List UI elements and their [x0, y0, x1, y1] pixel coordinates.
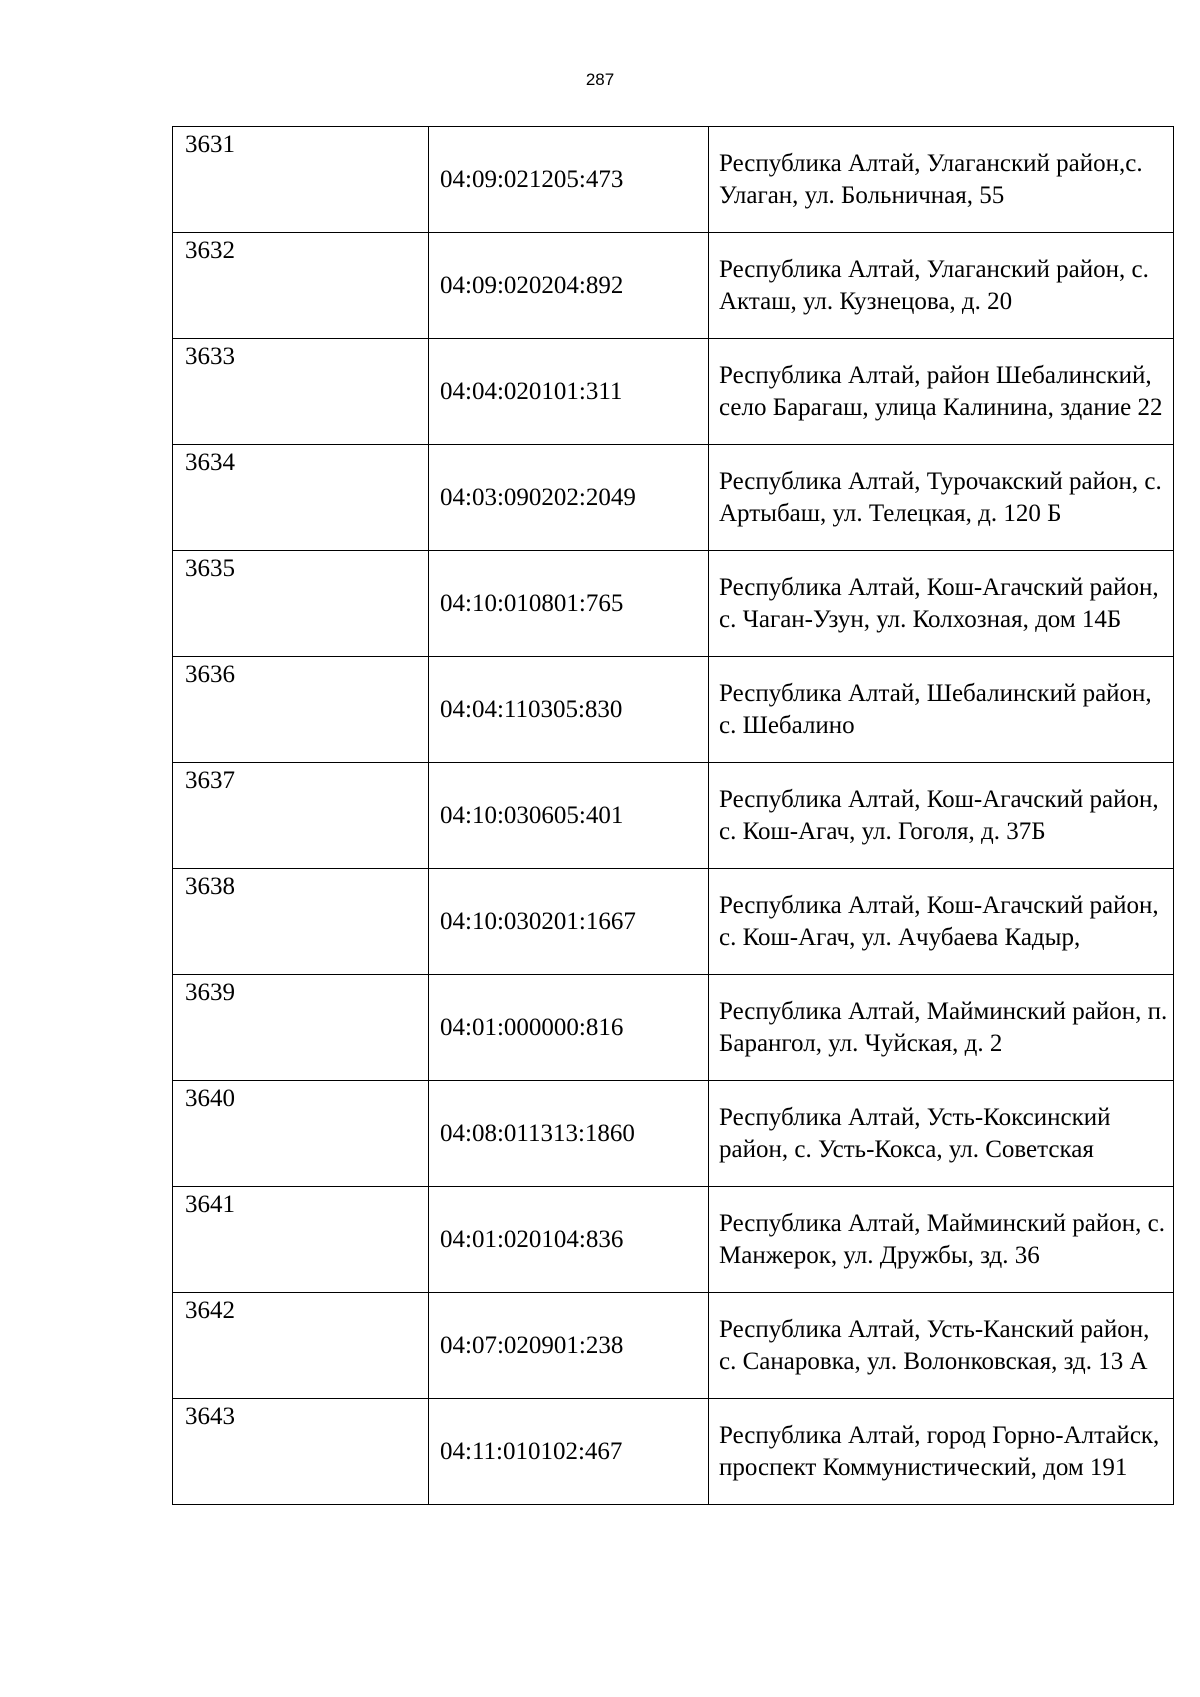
cadastral-number-cell: 04:10:030605:401 [429, 763, 709, 869]
row-number-cell: 3634 [173, 445, 429, 551]
row-number-cell: 3638 [173, 869, 429, 975]
address-cell: Республика Алтай, Усть-Коксинский район, с. Усть-Кокса, ул. Советская [709, 1081, 1174, 1187]
cadastral-number-cell: 04:07:020901:238 [429, 1293, 709, 1399]
row-number-cell: 3635 [173, 551, 429, 657]
cadastral-number-cell: 04:09:020204:892 [429, 233, 709, 339]
table-row [173, 869, 1174, 975]
address-cell: Республика Алтай, район Шебалинский, село Барагаш, улица Калинина, здание 22 [709, 339, 1174, 445]
cadastral-number-cell: 04:11:010102:467 [429, 1399, 709, 1505]
address-cell: Республика Алтай, Кош-Агачский район, с. Чаган-Узун, ул. Колхозная, дом 14Б [709, 551, 1174, 657]
address-cell: Республика Алтай, Кош-Агачский район, с. Кош-Агач, ул. Ачубаева Кадыр, [709, 869, 1174, 975]
table-row [173, 975, 1174, 1081]
cadastral-number-cell: 04:01:020104:836 [429, 1187, 709, 1293]
row-number-cell: 3643 [173, 1399, 429, 1505]
table-row [173, 551, 1174, 657]
table-row [173, 763, 1174, 869]
table-row [173, 1399, 1174, 1505]
cadastral-number-cell: 04:01:000000:816 [429, 975, 709, 1081]
row-number-cell: 3637 [173, 763, 429, 869]
row-number-cell: 3639 [173, 975, 429, 1081]
cadastral-number-cell: 04:10:010801:765 [429, 551, 709, 657]
address-cell: Республика Алтай, Усть-Канский район, с. Санаровка, ул. Волонковская, зд. 13 А [709, 1293, 1174, 1399]
row-number-cell: 3631 [173, 127, 429, 233]
cadastral-number-cell: 04:03:090202:2049 [429, 445, 709, 551]
cadastral-number-cell: 04:10:030201:1667 [429, 869, 709, 975]
table-row [173, 1293, 1174, 1399]
address-cell: Республика Алтай, Турочакский район, с. Артыбаш, ул. Телецкая, д. 120 Б [709, 445, 1174, 551]
address-cell: Республика Алтай, Кош-Агачский район, с. Кош-Агач, ул. Гоголя, д. 37Б [709, 763, 1174, 869]
property-registry-table [172, 126, 1174, 1505]
table-row [173, 339, 1174, 445]
cadastral-number-cell: 04:08:011313:1860 [429, 1081, 709, 1187]
address-cell: Республика Алтай, Улаганский район, с. Акташ, ул. Кузнецова, д. 20 [709, 233, 1174, 339]
row-number-cell: 3641 [173, 1187, 429, 1293]
row-number-cell: 3636 [173, 657, 429, 763]
row-number-cell: 3642 [173, 1293, 429, 1399]
address-cell: Республика Алтай, Майминский район, п. Барангол, ул. Чуйская, д. 2 [709, 975, 1174, 1081]
table-row [173, 657, 1174, 763]
row-number-cell: 3640 [173, 1081, 429, 1187]
address-cell: Республика Алтай, город Горно-Алтайск, проспект Коммунистический, дом 191 [709, 1399, 1174, 1505]
address-cell: Республика Алтай, Майминский район, с. Манжерок, ул. Дружбы, зд. 36 [709, 1187, 1174, 1293]
address-cell: Республика Алтай, Шебалинский район, с. Шебалино [709, 657, 1174, 763]
table-row [173, 127, 1174, 233]
table-row [173, 445, 1174, 551]
address-cell: Республика Алтай, Улаганский район,с. Улаган, ул. Больничная, 55 [709, 127, 1174, 233]
row-number-cell: 3633 [173, 339, 429, 445]
page-number: 287 [585, 70, 615, 89]
row-number-cell: 3632 [173, 233, 429, 339]
table-body [173, 127, 1174, 1505]
cadastral-number-cell: 04:04:020101:311 [429, 339, 709, 445]
cadastral-number-cell: 04:04:110305:830 [429, 657, 709, 763]
cadastral-number-cell: 04:09:021205:473 [429, 127, 709, 233]
table-row [173, 1187, 1174, 1293]
table-row [173, 233, 1174, 339]
table-row [173, 1081, 1174, 1187]
